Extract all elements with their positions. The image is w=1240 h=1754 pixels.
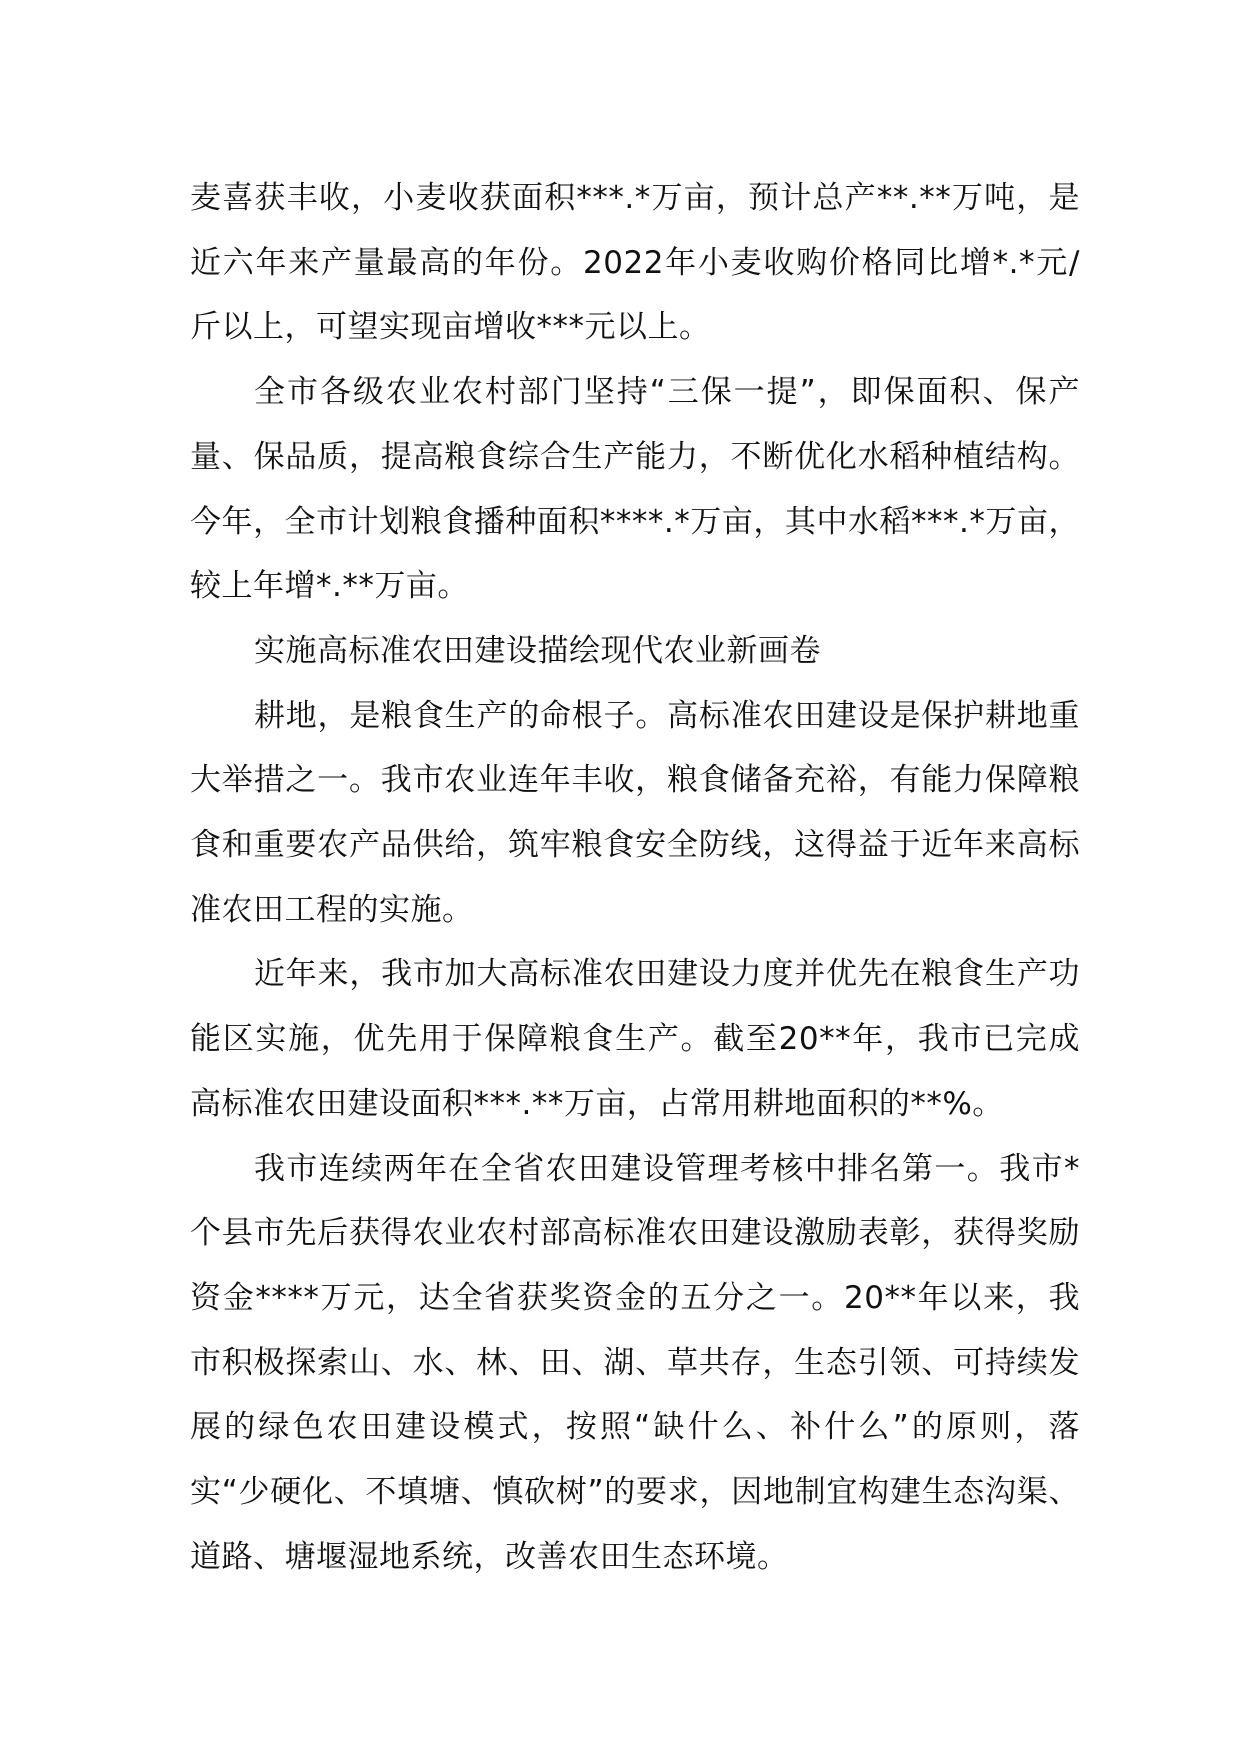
- paragraph-farmland-importance: 耕地，是粮食生产的命根子。高标准农田建设是保护耕地重大举措之一。我市农业连年丰收，粮食储备充裕，有能力保障粮食和重要农产品供给，筑牢粮食安全防线，这得益于近年来高标准农田工程的实施。: [190, 697, 1080, 928]
- paragraph-farmland-progress: 近年来，我市加大高标准农田建设力度并优先在粮食生产功能区实施，优先用于保障粮食生产。截至20**年，我市已完成高标准农田建设面积***.**万亩，占常用耕地面积的**%。: [190, 956, 1080, 1122]
- paragraph-three-guarantees: 全市各级农业农村部门坚持“三保一提”，即保面积、保产量、保品质，提高粮食综合生产能力，不断优化水稻种植结构。今年，全市计划粮食播种面积****.*万亩，其中水稻***.*万亩，较上年增*.**万亩。: [190, 374, 1080, 605]
- paragraph-harvest-summary: 麦喜获丰收，小麦收获面积***.*万亩，预计总产**.**万吨，是近六年来产量最高的年份。2022年小麦收购价格同比增*.*元/斤以上，可望实现亩增收***元以上。: [190, 180, 1080, 346]
- section-heading: 实施高标准农田建设描绘现代农业新画卷: [254, 632, 821, 669]
- document-body: [190, 166, 1080, 1589]
- paragraph-farmland-achievements: 我市连续两年在全省农田建设管理考核中排名第一。我市*个县市先后获得农业农村部高标准农田建设激励表彰，获得奖励资金****万元，达全省获奖资金的五分之一。20**年以来，我市积极探索山、水、林、田、湖、草共存，生态引领、可持续发展的绿色农田建设模式，按照“缺什么、补什么”的原则，落实“少硬化、不填塘、慎砍树”的要求，因地制宜构建生态沟渠、道路、塘堰湿地系统，改善农田生态环境。: [190, 1150, 1080, 1575]
